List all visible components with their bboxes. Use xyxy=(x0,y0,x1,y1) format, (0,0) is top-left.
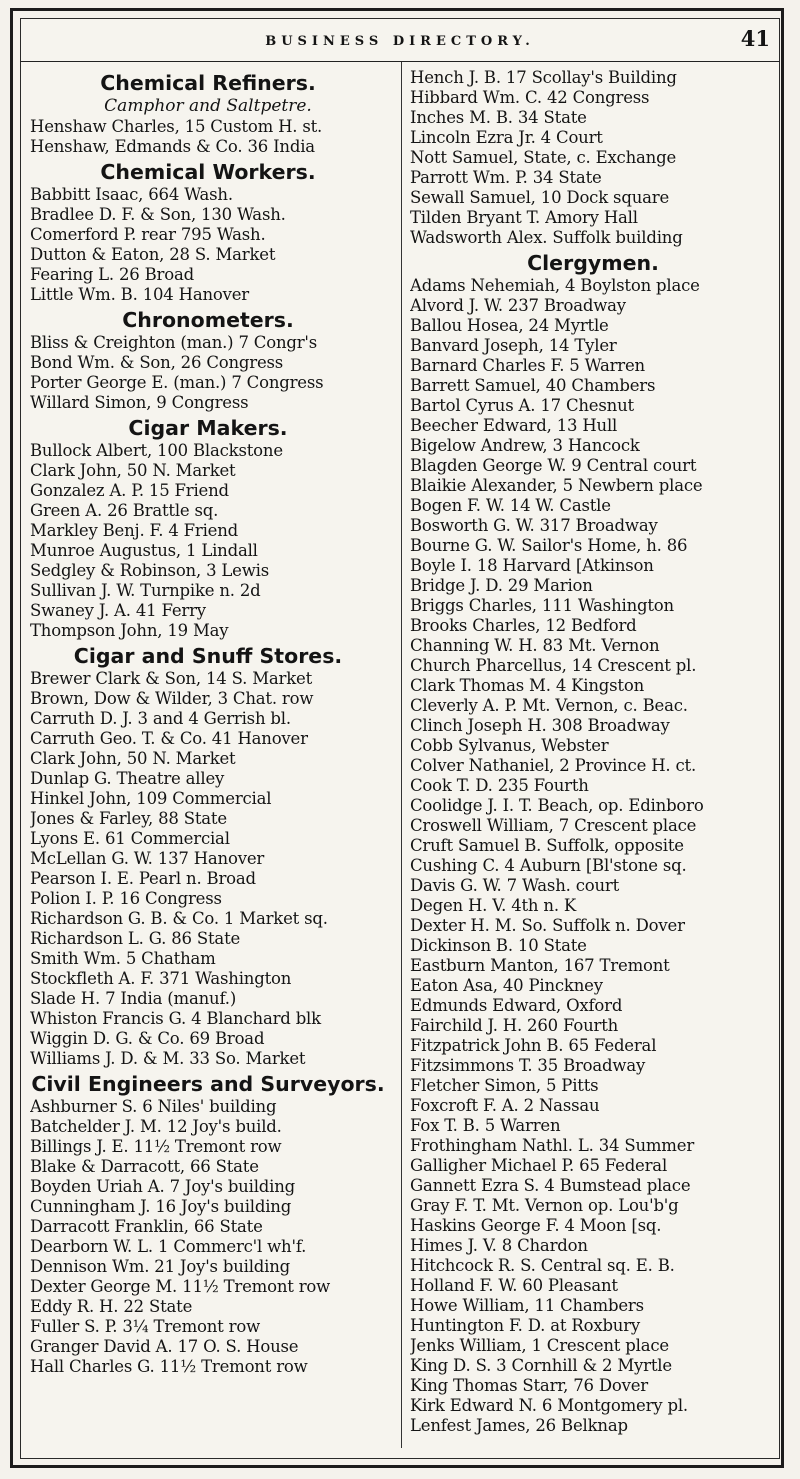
directory-entry: King Thomas Starr, 76 Dover xyxy=(410,1376,648,1395)
directory-entry: Banvard Joseph, 14 Tyler xyxy=(410,336,617,355)
directory-section xyxy=(30,1071,386,1377)
directory-entry: Tilden Bryant T. Amory Hall xyxy=(410,208,638,227)
directory-entry: Cook T. D. 235 Fourth xyxy=(410,776,589,795)
directory-entry: Whiston Francis G. 4 Blanchard blk xyxy=(30,1009,321,1028)
directory-entry: Sedgley & Robinson, 3 Lewis xyxy=(30,561,270,580)
directory-entry: Dennison Wm. 21 Joy's building xyxy=(30,1257,291,1276)
directory-entry: McLellan G. W. 137 Hanover xyxy=(30,849,265,868)
directory-entry: Richardson L. G. 86 State xyxy=(30,929,241,948)
directory-entry: Ashburner S. 6 Niles' building xyxy=(30,1097,277,1116)
directory-entry: Church Pharcellus, 14 Crescent pl. xyxy=(410,656,697,675)
directory-entry: Barnard Charles F. 5 Warren xyxy=(410,356,645,375)
directory-entry: Bourne G. W. Sailor's Home, h. 86 xyxy=(410,536,688,555)
directory-entry: Slade H. 7 India (manuf.) xyxy=(30,989,237,1008)
directory-entry: Galligher Michael P. 65 Federal xyxy=(410,1156,668,1175)
directory-entry: Foxcroft F. A. 2 Nassau xyxy=(410,1096,600,1115)
directory-entry: Parrott Wm. P. 34 State xyxy=(410,168,602,187)
directory-entry: Nott Samuel, State, c. Exchange xyxy=(410,148,677,167)
directory-entry: Wiggin D. G. & Co. 69 Broad xyxy=(30,1029,265,1048)
directory-entry: Ballou Hosea, 24 Myrtle xyxy=(410,316,609,335)
directory-entry: Cleverly A. P. Mt. Vernon, c. Beac. xyxy=(410,696,688,715)
directory-entry: Bigelow Andrew, 3 Hancock xyxy=(410,436,640,455)
directory-entry: Dexter George M. 11½ Tremont row xyxy=(30,1277,331,1296)
directory-entry: Henshaw Charles, 15 Custom H. st. xyxy=(30,117,323,136)
directory-section xyxy=(30,159,386,305)
directory-entry: Granger David A. 17 O. S. House xyxy=(30,1337,299,1356)
directory-entry: Fuller S. P. 3¼ Tremont row xyxy=(30,1317,260,1336)
directory-entry: Hitchcock R. S. Central sq. E. B. xyxy=(410,1256,675,1275)
directory-entry: Thompson John, 19 May xyxy=(30,621,229,640)
directory-entry: Dutton & Eaton, 28 S. Market xyxy=(30,245,276,264)
directory-entry: Green A. 26 Brattle sq. xyxy=(30,501,219,520)
directory-entry: Comerford P. rear 795 Wash. xyxy=(30,225,266,244)
section-heading: Clergymen. xyxy=(527,251,659,275)
directory-entry: Holland F. W. 60 Pleasant xyxy=(410,1276,618,1295)
directory-entry: Jones & Farley, 88 State xyxy=(30,809,227,828)
directory-entry: Fitzsimmons T. 35 Broadway xyxy=(410,1056,646,1075)
directory-entry: Babbitt Isaac, 664 Wash. xyxy=(30,185,233,204)
directory-entry: Markley Benj. F. 4 Friend xyxy=(30,521,239,540)
directory-entry: Brooks Charles, 12 Bedford xyxy=(410,616,637,635)
directory-entry: Smith Wm. 5 Chatham xyxy=(30,949,216,968)
directory-entry: Colver Nathaniel, 2 Province H. ct. xyxy=(410,756,696,775)
directory-entry: Richardson G. B. & Co. 1 Market sq. xyxy=(30,909,328,928)
directory-entry: Kirk Edward N. 6 Montgomery pl. xyxy=(410,1396,688,1415)
directory-entry: Inches M. B. 34 State xyxy=(410,108,587,127)
directory-entry: Bosworth G. W. 317 Broadway xyxy=(410,516,658,535)
directory-entry: Cunningham J. 16 Joy's building xyxy=(30,1197,292,1216)
directory-entry: Edmunds Edward, Oxford xyxy=(410,996,623,1015)
directory-entry: Croswell William, 7 Crescent place xyxy=(410,816,697,835)
section-heading: Chemical Refiners. xyxy=(100,71,316,95)
directory-section xyxy=(410,250,776,1436)
directory-entry: Sewall Samuel, 10 Dock square xyxy=(410,188,670,207)
directory-entry: Blake & Darracott, 66 State xyxy=(30,1157,259,1176)
directory-entry: Alvord J. W. 237 Broadway xyxy=(410,296,626,315)
directory-entry: Fearing L. 26 Broad xyxy=(30,265,194,284)
directory-entry: Eaton Asa, 40 Pinckney xyxy=(410,976,603,995)
directory-entry: Wadsworth Alex. Suffolk building xyxy=(410,228,683,247)
section-heading: Civil Engineers and Surveyors. xyxy=(31,1072,385,1096)
directory-section xyxy=(410,68,776,248)
directory-entry: Clark John, 50 N. Market xyxy=(30,749,236,768)
left-column xyxy=(30,68,386,1377)
directory-entry: Dickinson B. 10 State xyxy=(410,936,587,955)
directory-entry: Jenks William, 1 Crescent place xyxy=(410,1336,669,1355)
directory-entry: Brown, Dow & Wilder, 3 Chat. row xyxy=(30,689,314,708)
directory-entry: Bullock Albert, 100 Blackstone xyxy=(30,441,283,460)
directory-entry: Clark Thomas M. 4 Kingston xyxy=(410,676,645,695)
directory-entry: Polion I. P. 16 Congress xyxy=(30,889,222,908)
section-heading: Cigar Makers. xyxy=(128,416,288,440)
directory-entry: Gannett Ezra S. 4 Bumstead place xyxy=(410,1176,691,1195)
directory-entry: Boyle I. 18 Harvard [Atkinson xyxy=(410,556,654,575)
directory-entry: Davis G. W. 7 Wash. court xyxy=(410,876,620,895)
directory-entry: Gray F. T. Mt. Vernon op. Lou'b'g xyxy=(410,1196,679,1215)
directory-entry: Bliss & Creighton (man.) 7 Congr's xyxy=(30,333,318,352)
section-heading: Cigar and Snuff Stores. xyxy=(73,644,343,668)
directory-entry: Carruth D. J. 3 and 4 Gerrish bl. xyxy=(30,709,291,728)
directory-entry: Fairchild J. H. 260 Fourth xyxy=(410,1016,619,1035)
directory-entry: Carruth Geo. T. & Co. 41 Hanover xyxy=(30,729,308,748)
directory-entry: Munroe Augustus, 1 Lindall xyxy=(30,541,258,560)
directory-entry: Haskins George F. 4 Moon [sq. xyxy=(410,1216,662,1235)
directory-entry: Williams J. D. & M. 33 So. Market xyxy=(30,1049,306,1068)
running-header xyxy=(20,18,780,62)
directory-entry: Coolidge J. I. T. Beach, op. Edinboro xyxy=(410,796,704,815)
directory-entry: Himes J. V. 8 Chardon xyxy=(410,1236,588,1255)
directory-entry: Blaikie Alexander, 5 Newbern place xyxy=(410,476,703,495)
directory-entry: Frothingham Nathl. L. 34 Summer xyxy=(410,1136,695,1155)
directory-entry: Sullivan J. W. Turnpike n. 2d xyxy=(30,581,261,600)
directory-entry: Pearson I. E. Pearl n. Broad xyxy=(30,869,256,888)
directory-entry: Clark John, 50 N. Market xyxy=(30,461,236,480)
directory-entry: Degen H. V. 4th n. K xyxy=(410,896,577,915)
directory-entry: Little Wm. B. 104 Hanover xyxy=(30,285,249,304)
directory-entry: Dunlap G. Theatre alley xyxy=(30,769,225,788)
section-heading: Chemical Workers. xyxy=(100,160,316,184)
directory-entry: Bradlee D. F. & Son, 130 Wash. xyxy=(30,205,286,224)
directory-entry: Dearborn W. L. 1 Commerc'l wh'f. xyxy=(30,1237,307,1256)
directory-entry: Hall Charles G. 11½ Tremont row xyxy=(30,1357,308,1376)
directory-entry: Bond Wm. & Son, 26 Congress xyxy=(30,353,284,372)
directory-entry: Porter George E. (man.) 7 Congress xyxy=(30,373,324,392)
directory-entry: Lincoln Ezra Jr. 4 Court xyxy=(410,128,603,147)
directory-entry: Blagden George W. 9 Central court xyxy=(410,456,697,475)
column-divider xyxy=(401,62,402,1448)
directory-entry: Bridge J. D. 29 Marion xyxy=(410,576,593,595)
directory-entry: Eddy R. H. 22 State xyxy=(30,1297,193,1316)
directory-section xyxy=(30,70,386,157)
directory-entry: Fox T. B. 5 Warren xyxy=(410,1116,561,1135)
directory-entry: Hibbard Wm. C. 42 Congress xyxy=(410,88,650,107)
directory-entry: Batchelder J. M. 12 Joy's build. xyxy=(30,1117,282,1136)
directory-entry: Dexter H. M. So. Suffolk n. Dover xyxy=(410,916,685,935)
directory-entry: Eastburn Manton, 167 Tremont xyxy=(410,956,670,975)
directory-entry: Stockfleth A. F. 371 Washington xyxy=(30,969,292,988)
directory-section xyxy=(30,643,386,1069)
directory-entry: Barrett Samuel, 40 Chambers xyxy=(410,376,656,395)
directory-section xyxy=(30,415,386,641)
directory-entry: Huntington F. D. at Roxbury xyxy=(410,1316,641,1335)
header-title: BUSINESS DIRECTORY. xyxy=(265,34,535,49)
page-number: 41 xyxy=(740,26,770,51)
directory-entry: Swaney J. A. 41 Ferry xyxy=(30,601,206,620)
directory-entry: Bogen F. W. 14 W. Castle xyxy=(410,496,611,515)
directory-entry: Bartol Cyrus A. 17 Chesnut xyxy=(410,396,634,415)
right-column xyxy=(410,68,776,1436)
directory-entry: Adams Nehemiah, 4 Boylston place xyxy=(410,276,700,295)
directory-entry: Henshaw, Edmands & Co. 36 India xyxy=(30,137,315,156)
directory-section xyxy=(30,307,386,413)
directory-entry: Lyons E. 61 Commercial xyxy=(30,829,230,848)
directory-entry: Fitzpatrick John B. 65 Federal xyxy=(410,1036,657,1055)
directory-entry: Hench J. B. 17 Scollay's Building xyxy=(410,68,677,87)
directory-entry: Willard Simon, 9 Congress xyxy=(30,393,249,412)
directory-entry: Channing W. H. 83 Mt. Vernon xyxy=(410,636,660,655)
section-subheading: Camphor and Saltpetre. xyxy=(104,96,312,116)
directory-entry: King D. S. 3 Cornhill & 2 Myrtle xyxy=(410,1356,672,1375)
directory-entry: Boyden Uriah A. 7 Joy's building xyxy=(30,1177,295,1196)
directory-entry: Lenfest James, 26 Belknap xyxy=(410,1416,628,1435)
directory-entry: Briggs Charles, 111 Washington xyxy=(410,596,674,615)
directory-entry: Beecher Edward, 13 Hull xyxy=(410,416,618,435)
directory-entry: Cushing C. 4 Auburn [Bl'stone sq. xyxy=(410,856,687,875)
directory-entry: Clinch Joseph H. 308 Broadway xyxy=(410,716,670,735)
directory-entry: Darracott Franklin, 66 State xyxy=(30,1217,263,1236)
directory-entry: Howe William, 11 Chambers xyxy=(410,1296,644,1315)
directory-entry: Billings J. E. 11½ Tremont row xyxy=(30,1137,282,1156)
directory-entry: Gonzalez A. P. 15 Friend xyxy=(30,481,229,500)
directory-entry: Cruft Samuel B. Suffolk, opposite xyxy=(410,836,684,855)
directory-entry: Brewer Clark & Son, 14 S. Market xyxy=(30,669,313,688)
section-heading: Chronometers. xyxy=(122,308,294,332)
directory-entry: Cobb Sylvanus, Webster xyxy=(410,736,609,755)
directory-entry: Fletcher Simon, 5 Pitts xyxy=(410,1076,599,1095)
directory-entry: Hinkel John, 109 Commercial xyxy=(30,789,272,808)
